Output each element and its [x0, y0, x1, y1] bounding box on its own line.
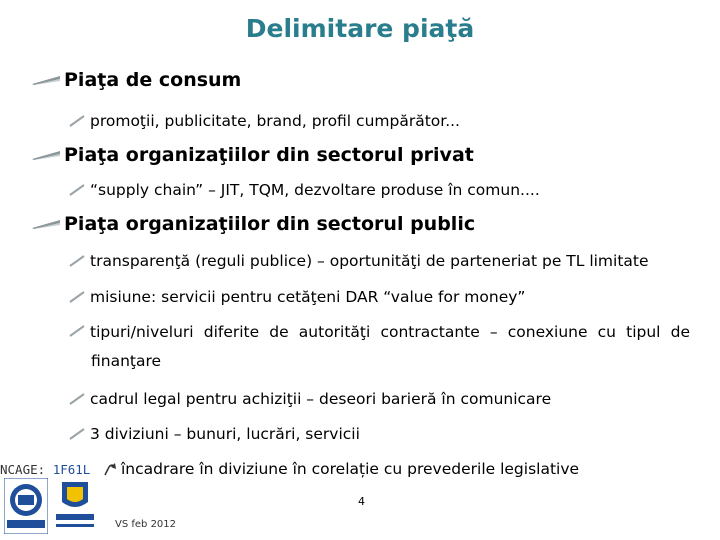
certification-logo — [4, 478, 48, 534]
sub-item-text: încadrare în diviziune în corelație cu prevederile legislative — [121, 460, 580, 478]
arrow-bullet-icon — [30, 218, 62, 230]
dash-bullet-icon — [68, 290, 86, 304]
arrow-bullet-icon — [30, 74, 62, 86]
item-text: cadrul legal pentru achiziţii – deseori barieră în comunicare — [90, 390, 552, 408]
dash-bullet-icon — [68, 114, 86, 128]
item-text: 3 diviziuni – bunuri, lucrări, servicii — [90, 425, 360, 443]
heading-consumer-market — [30, 66, 241, 94]
item-text: tipuri/niveluri diferite de autorităţi contractante – conexiune cu tipul de — [90, 323, 690, 341]
ncage-value: 1F61L — [52, 462, 91, 477]
curved-arrow-icon — [103, 462, 117, 476]
item-text: promoţii, publicitate, brand, profil cumpărător... — [90, 112, 460, 130]
item-text: misiune: servicii pentru cetăţeni DAR “value for money” — [90, 288, 526, 306]
arrow-bullet-icon — [30, 149, 62, 161]
ncage-label: NCAGE: — [0, 462, 46, 477]
list-item — [68, 322, 690, 342]
sub-list-item — [103, 460, 579, 478]
list-item — [68, 180, 540, 200]
heading-label: Piaţa organizaţiilor din sectorul privat — [64, 144, 474, 166]
item-text: “supply chain” – JIT, TQM, dezvoltare produse în comun.... — [90, 181, 540, 199]
heading-label: Piaţa de consum — [64, 69, 242, 91]
dash-bullet-icon — [68, 254, 86, 268]
list-item — [68, 389, 551, 409]
ncage-code — [0, 462, 90, 477]
list-item — [68, 424, 360, 444]
item-text: transparenţă (reguli publice) – oportunităţi de parteneriat pe TL limitate — [90, 252, 649, 270]
list-item — [68, 287, 525, 307]
list-item — [68, 251, 649, 271]
heading-public-sector — [30, 210, 475, 238]
footer-date: VS feb 2012 — [115, 519, 177, 530]
item-first-line — [68, 322, 690, 342]
heading-private-sector — [30, 141, 474, 169]
list-item — [68, 111, 460, 131]
heading-label: Piaţa organizaţiilor din sectorul public — [64, 213, 476, 235]
dash-bullet-icon — [68, 324, 86, 338]
dash-bullet-icon — [68, 427, 86, 441]
slide-title: Delimitare piaţă — [245, 14, 475, 43]
item-continuation: finanţare — [91, 352, 162, 370]
page-number: 4 — [358, 495, 365, 508]
dash-bullet-icon — [68, 183, 86, 197]
dash-bullet-icon — [68, 392, 86, 406]
accreditation-logo — [52, 478, 98, 534]
